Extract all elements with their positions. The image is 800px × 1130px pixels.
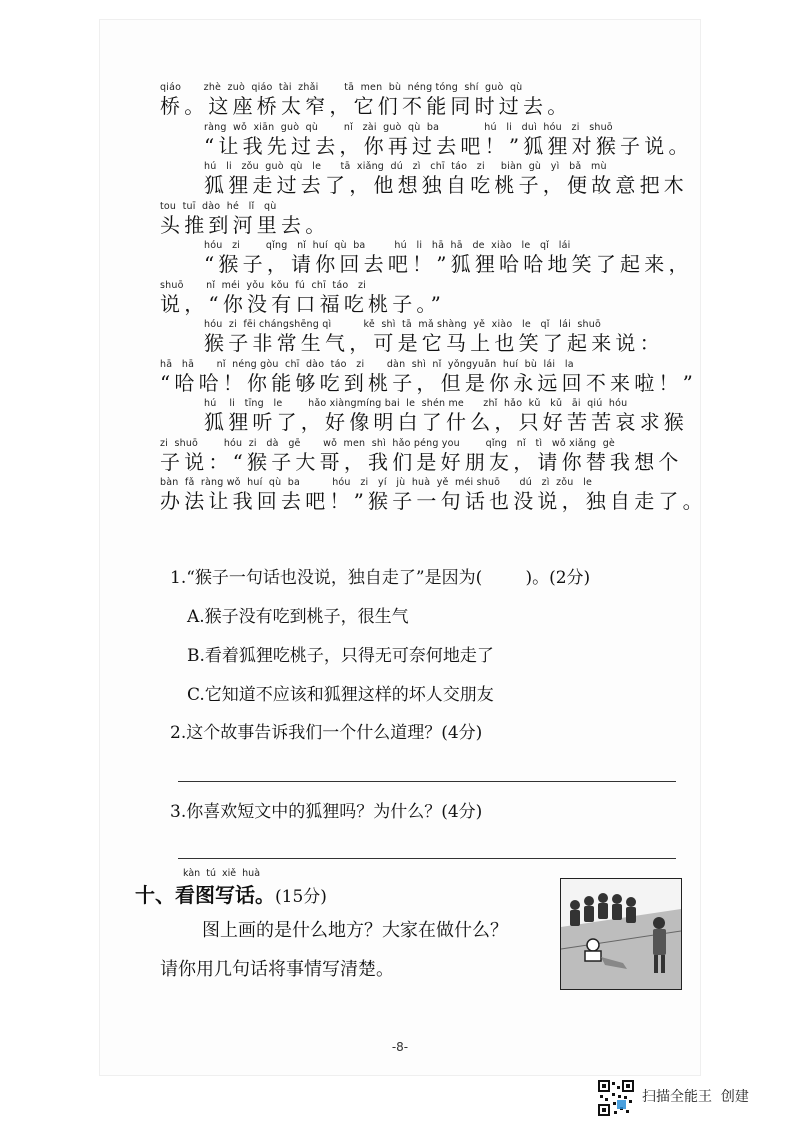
- question-1-option-a: A.猴子没有吃到桃子，很生气: [187, 607, 409, 627]
- question-2-stem: 2.这个故事告诉我们一个什么道理？(4分): [170, 723, 483, 743]
- pinyin-annotation: qiáo zhè zuò qiáo tài zhǎi tā men bù néng tóng shí guò qù: [160, 82, 523, 93]
- chinese-text: “哈哈！你能够吃到桃子，但是你永远回不来啦！”: [160, 370, 698, 395]
- chinese-text: 办法让我回去吧！”猴子一句话也没说，独自走了。: [160, 489, 707, 513]
- pinyin-annotation: ràng wǒ xiān guò qù nǐ zài guò qù ba hú li duì hóu zi shuō: [204, 121, 613, 133]
- page-number: -8-: [391, 1040, 409, 1054]
- pinyin-annotation: shuō nǐ méi yǒu kǒu fú chī táo zi: [160, 279, 367, 291]
- chinese-text: 说，“你没有口福吃桃子。”: [160, 291, 446, 316]
- scanner-credit: 扫描全能王 创建: [642, 1089, 749, 1105]
- story-line: [160, 201, 680, 241]
- question-1-option-c: C.它知道不应该和狐狸这样的坏人交朋友: [187, 685, 494, 705]
- chinese-text: 桥。这座桥太窄，它们不能同时过去。: [160, 94, 572, 118]
- chinese-text: “让我先过去，你再过去吧！”狐狸对猴子说。: [204, 133, 693, 158]
- story-line: [160, 358, 698, 399]
- writing-prompt-line-2: 请你用几句话将事情写清楚。: [160, 959, 394, 980]
- answer-line-q3[interactable]: [178, 858, 676, 859]
- qr-code-icon: [598, 1080, 634, 1116]
- story-line: [160, 121, 693, 162]
- pinyin-annotation: tou tuī dào hé lǐ qù: [160, 200, 277, 212]
- chinese-text: “猴子，请你回去吧！”狐狸哈哈地笑了起来，: [204, 252, 693, 276]
- chinese-text: 头推到河里去。: [160, 212, 330, 237]
- pinyin-annotation: hā hā nǐ néng gòu chī dào táo zi dàn shì nǐ yǒngyuǎn huí bù lái la: [160, 358, 574, 370]
- pinyin-annotation: hóu zi qǐng nǐ huí qù ba hú li hā hā de xiào le qǐ lái: [204, 240, 571, 251]
- section-title-text: 十、看图写话。: [135, 883, 275, 907]
- story-line: [160, 82, 680, 122]
- story-line: [160, 280, 680, 320]
- answer-line-q2[interactable]: [178, 781, 676, 782]
- pinyin-annotation: hú li zǒu guò qù le tā xiǎng dú zì chī táo zi biàn gù yì bǎ mù: [204, 161, 607, 172]
- pinyin-annotation: hóu zi fēi chángshēng qì kě shì tā mǎ shàng yě xiào le qǐ lái shuō: [204, 319, 602, 330]
- story-line: [160, 437, 683, 478]
- section-points: (15分): [275, 887, 327, 907]
- question-1-stem: 1.“猴子一句话也没说，独自走了”是因为( )。(2分): [170, 568, 591, 588]
- pinyin-annotation: zi shuō hóu zi dà gē wǒ men shì hǎo péng you qǐng nǐ tì wǒ xiǎng gè: [160, 437, 615, 449]
- story-line: [160, 398, 688, 438]
- story-line: [160, 240, 693, 280]
- section-title: [135, 879, 327, 908]
- children-scene-drawing: [561, 879, 681, 989]
- writing-prompt-line-1: 图上画的是什么地方？大家在做什么？: [202, 920, 508, 941]
- chinese-text: 子说：“猴子大哥，我们是好朋友，请你替我想个: [160, 449, 683, 474]
- question-1-option-b: B.看着狐狸吃桃子，只得无可奈何地走了: [187, 646, 494, 666]
- question-3-stem: 3.你喜欢短文中的狐狸吗？为什么？(4分): [170, 802, 483, 822]
- story-line: [160, 477, 707, 517]
- chinese-text: 猴子非常生气，可是它马上也笑了起来说：: [204, 331, 664, 355]
- story-line: [160, 319, 680, 359]
- chinese-text: 狐狸听了，好像明白了什么，只好苦苦哀求猴: [204, 410, 688, 434]
- pinyin-annotation: hú li tīng le hǎo xiàngmíng bai le shén me zhǐ hǎo kǔ kǔ āi qiú hóu: [204, 398, 628, 409]
- section-title-pinyin: kàn tú xiě huà: [183, 868, 261, 879]
- story-line: [160, 161, 688, 201]
- chinese-text: 狐狸走过去了，他想独自吃桃子，便故意把木: [204, 173, 688, 197]
- pinyin-annotation: bàn fǎ ràng wǒ huí qù ba hóu zi yí jù huà yě méi shuō dú zì zǒu le: [160, 477, 593, 488]
- writing-picture-illustration: [560, 878, 682, 990]
- story-passage: [160, 82, 707, 517]
